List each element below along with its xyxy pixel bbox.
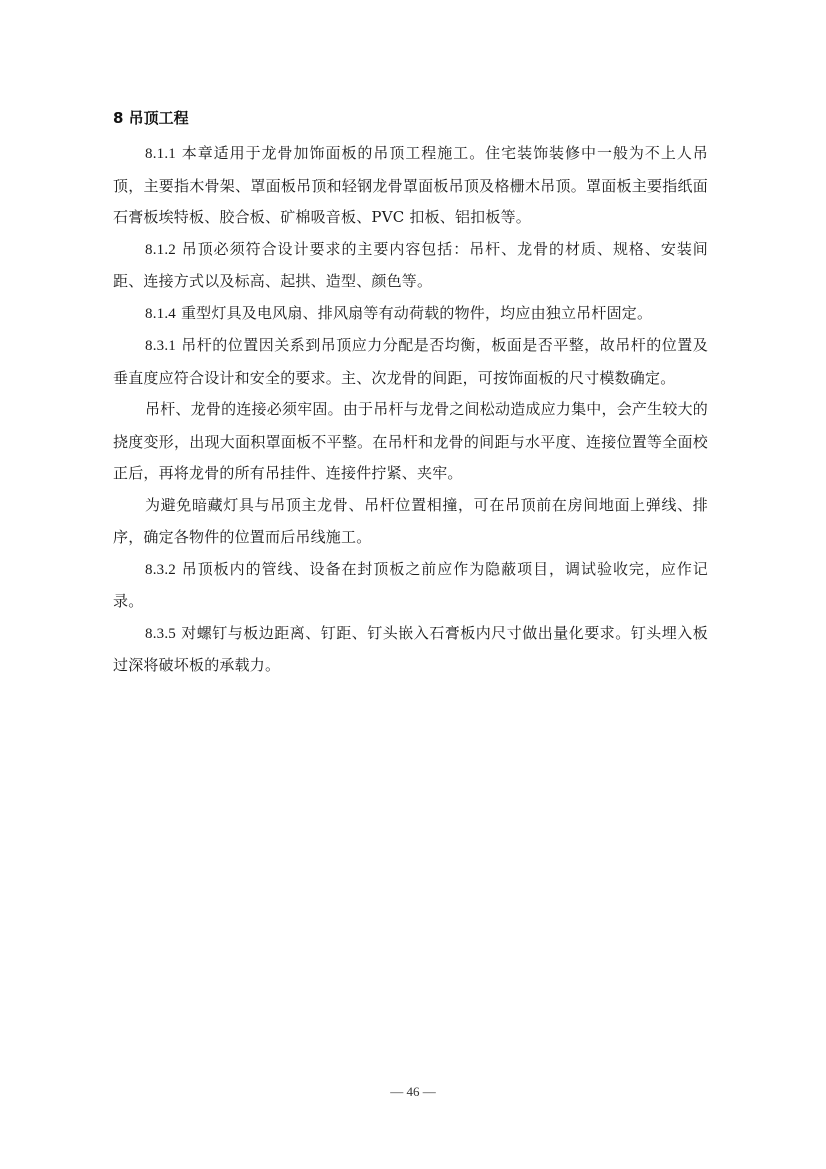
paragraph-text: 本章适用于龙骨加饰面板的吊顶工程施工。住宅装饰装修中一般为不上人吊顶，主要指木骨架、罩面板吊顶和轻钢龙骨罩面板吊顶及格栅木吊顶。罩面板主要指纸面石膏板埃特板、胶合板、矿棉吸音板、PVC 扣板、铝扣板等。 [113,144,708,226]
paragraph-8-1-2 [113,234,708,298]
paragraph-8-1-4 [113,298,708,331]
paragraph-text: 吊杆、龙骨的连接必须牢固。由于吊杆与龙骨之间松动造成应力集中，会产生较大的挠度变形，出现大面积罩面板不平整。在吊杆和龙骨的间距与水平度、连接位置等全面校正后，再将龙骨的所有吊挂件、连接件拧紧、夹牢。 [113,400,708,482]
paragraph-8-3-1 [113,330,708,394]
clause-number: 8.1.1 [145,146,176,162]
paragraph-text: 吊顶必须符合设计要求的主要内容包括：吊杆、龙骨的材质、规格、安装间距、连接方式以及标高、起拱、造型、颜色等。 [113,239,708,290]
paragraph-text: 重型灯具及电风扇、排风扇等有动荷载的物件，均应由独立吊杆固定。 [176,303,653,322]
section-heading: 8 吊顶工程 [113,109,189,127]
paragraph-8-1-1 [113,138,708,234]
clause-number: 8.1.2 [145,241,176,258]
paragraph-8-3-5 [113,618,708,682]
clause-number: 8.3.1 [145,338,176,354]
clause-number: 8.3.5 [145,625,176,642]
page-number: — 46 — [390,1084,436,1099]
paragraph-text: 为避免暗藏灯具与吊顶主龙骨、吊杆位置相撞，可在吊顶前在房间地面上弹线、排序，确定各物件的位置而后吊线施工。 [113,495,708,546]
clause-number: 8.3.2 [145,561,176,578]
paragraph-text: 吊顶板内的管线、设备在封顶板之前应作为隐蔽项目，调试验收完，应作记录。 [113,559,708,610]
paragraph-8-3-1-cont-2 [113,490,708,554]
paragraph-8-3-2 [113,554,708,618]
paragraph-text: 对螺钉与板边距离、钉距、钉头嵌入石膏板内尺寸做出量化要求。钉头埋入板过深将破坏板的承载力。 [113,623,708,674]
clause-number: 8.1.4 [145,305,176,322]
paragraph-8-3-1-cont-1 [113,394,708,490]
paragraph-text: 吊杆的位置因关系到吊顶应力分配是否均衡，板面是否平整，故吊杆的位置及垂直度应符合设计和安全的要求。主、次龙骨的间距，可按饰面板的尺寸模数确定。 [113,336,708,387]
section-body [113,138,708,682]
